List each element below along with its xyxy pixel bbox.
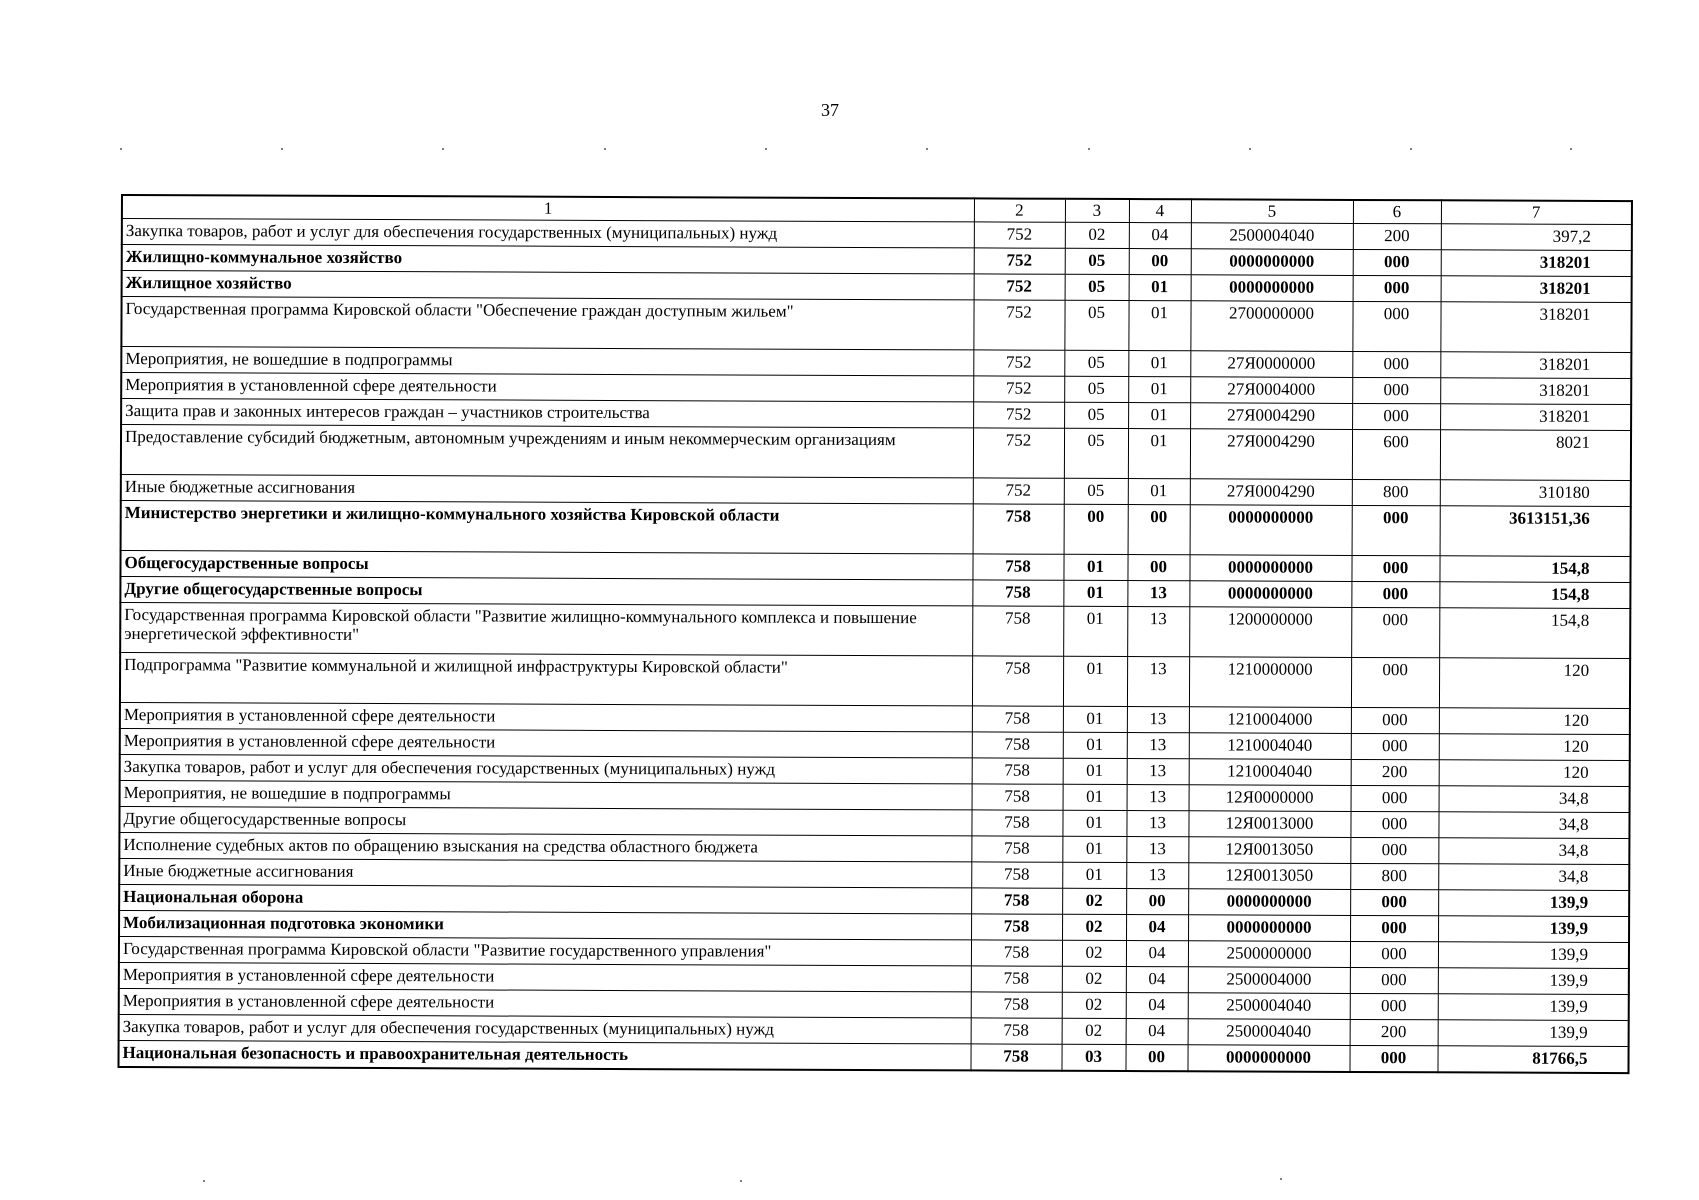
code-type-cell: 800 [1350, 863, 1438, 889]
code-section-cell: 02 [1062, 1018, 1126, 1044]
code-type-cell: 000 [1350, 967, 1438, 993]
amount-cell: 34,8 [1438, 838, 1629, 865]
code-subsection-cell: 01 [1128, 403, 1190, 429]
row-name-cell: Иные бюджетные ассигнования [119, 858, 971, 887]
code-target-cell: 1210000000 [1189, 657, 1351, 708]
code-target-cell: 2500004000 [1188, 967, 1350, 994]
amount-cell: 154,8 [1439, 608, 1630, 659]
code-type-cell: 000 [1351, 581, 1439, 607]
code-ministry-cell: 758 [972, 706, 1063, 732]
code-ministry-cell: 758 [972, 606, 1063, 656]
code-section-cell: 05 [1064, 428, 1128, 478]
amount-cell: 120 [1439, 658, 1630, 709]
scan-speck [1570, 148, 1572, 150]
code-ministry-cell: 758 [970, 1044, 1061, 1071]
code-subsection-cell: 13 [1126, 837, 1188, 863]
code-ministry-cell: 752 [973, 428, 1064, 478]
code-section-cell: 01 [1063, 758, 1127, 784]
row-name-cell: Мероприятия в установленной сфере деятельности [120, 728, 972, 757]
code-ministry-cell: 758 [972, 758, 1063, 784]
row-name-cell: Жилищно-коммунальное хозяйство [122, 245, 974, 274]
column-header: 7 [1441, 200, 1632, 224]
code-ministry-cell: 752 [973, 402, 1064, 428]
code-subsection-cell: 04 [1126, 967, 1188, 993]
code-section-cell: 01 [1063, 706, 1127, 732]
code-subsection-cell: 01 [1128, 301, 1190, 351]
row-name-cell: Закупка товаров, работ и услуг для обеспечения государственных (муниципальных) нужд [122, 219, 974, 248]
code-type-cell: 000 [1351, 657, 1439, 707]
code-ministry-cell: 752 [974, 222, 1065, 248]
code-type-cell: 200 [1351, 759, 1439, 785]
scan-speck [281, 148, 283, 150]
code-ministry-cell: 758 [971, 1018, 1062, 1044]
code-section-cell: 05 [1065, 274, 1129, 300]
table-row [120, 653, 1630, 709]
code-target-cell: 1210004000 [1189, 707, 1351, 734]
code-type-cell: 000 [1350, 889, 1438, 915]
amount-cell: 120 [1439, 760, 1630, 787]
code-target-cell: 27Я0004290 [1190, 429, 1352, 480]
row-name-cell: Мероприятия в установленной сфере деятельности [119, 988, 971, 1017]
code-ministry-cell: 752 [974, 274, 1065, 300]
amount-cell: 310180 [1440, 480, 1631, 507]
row-name-cell: Подпрограмма "Развитие коммунальной и жилищной инфраструктуры Кировской области" [120, 653, 972, 706]
row-name-cell: Национальная оборона [119, 884, 971, 913]
code-subsection-cell: 04 [1126, 941, 1188, 967]
code-subsection-cell: 04 [1126, 915, 1188, 941]
code-target-cell: 2700000000 [1190, 301, 1352, 352]
code-subsection-cell: 13 [1127, 759, 1189, 785]
code-ministry-cell: 752 [973, 350, 1064, 376]
row-name-cell: Общегосударственные вопросы [120, 551, 972, 580]
code-ministry-cell: 758 [971, 940, 1062, 966]
code-target-cell: 0000000000 [1189, 581, 1351, 608]
code-subsection-cell: 13 [1126, 863, 1188, 889]
code-type-cell: 000 [1353, 249, 1441, 275]
code-target-cell: 0000000000 [1188, 889, 1350, 916]
code-subsection-cell: 13 [1126, 811, 1188, 837]
code-subsection-cell: 04 [1126, 993, 1188, 1019]
code-ministry-cell: 758 [971, 888, 1062, 914]
scan-speck [740, 1180, 742, 1182]
code-target-cell: 1210004040 [1189, 759, 1351, 786]
amount-cell: 34,8 [1438, 864, 1629, 891]
row-name-cell: Мероприятия в установленной сфере деятельности [120, 702, 972, 731]
code-ministry-cell: 758 [971, 810, 1062, 836]
scan-speck [1410, 148, 1412, 150]
row-name-cell: Государственная программа Кировской области "Обеспечение граждан доступным жильем" [121, 297, 973, 350]
code-section-cell: 02 [1062, 966, 1126, 992]
code-ministry-cell: 758 [972, 656, 1063, 706]
scan-speck [1249, 148, 1251, 150]
table-row [120, 603, 1630, 659]
amount-cell: 154,8 [1439, 582, 1630, 609]
scan-speck [120, 148, 122, 150]
code-section-cell: 02 [1062, 914, 1126, 940]
amount-cell: 318201 [1440, 378, 1631, 405]
amount-cell: 139,9 [1438, 994, 1629, 1021]
amount-cell: 81766,5 [1437, 1046, 1628, 1073]
code-subsection-cell: 01 [1128, 351, 1190, 377]
code-subsection-cell: 13 [1127, 657, 1189, 707]
code-target-cell: 1200000000 [1189, 607, 1351, 658]
code-section-cell: 05 [1064, 478, 1128, 504]
code-type-cell: 000 [1351, 733, 1439, 759]
code-section-cell: 01 [1063, 580, 1127, 606]
code-target-cell: 0000000000 [1190, 505, 1352, 556]
code-type-cell: 000 [1352, 301, 1440, 351]
amount-cell: 318201 [1441, 250, 1632, 277]
code-target-cell: 27Я0004290 [1190, 403, 1352, 430]
code-subsection-cell: 01 [1128, 479, 1190, 505]
code-subsection-cell: 13 [1127, 733, 1189, 759]
code-target-cell: 27Я0004290 [1190, 479, 1352, 506]
code-target-cell: 12Я0013050 [1188, 863, 1350, 890]
code-target-cell: 2500004040 [1191, 223, 1353, 250]
code-section-cell: 03 [1061, 1044, 1125, 1071]
row-name-cell: Мероприятия в установленной сфере деятельности [121, 373, 973, 402]
row-name-cell: Предоставление субсидий бюджетным, автономным учреждениям и иным некоммерческим организациям [121, 425, 973, 478]
code-type-cell: 000 [1351, 607, 1439, 657]
code-ministry-cell: 758 [971, 914, 1062, 940]
code-subsection-cell: 13 [1127, 707, 1189, 733]
amount-cell: 318201 [1440, 352, 1631, 379]
code-target-cell: 12Я0013050 [1188, 837, 1350, 864]
code-section-cell: 01 [1063, 554, 1127, 580]
amount-cell: 318201 [1440, 404, 1631, 431]
amount-cell: 397,2 [1441, 224, 1632, 251]
code-section-cell: 00 [1064, 504, 1128, 554]
row-name-cell: Мероприятия, не вошедшие в подпрограммы [121, 347, 973, 376]
row-name-cell: Жилищное хозяйство [122, 271, 974, 300]
row-name-cell: Государственная программа Кировской области "Развитие жилищно-коммунального комплекса и повышение энергетической эффективности" [120, 603, 972, 656]
code-ministry-cell: 758 [972, 580, 1063, 606]
code-target-cell: 2500004040 [1188, 1019, 1350, 1046]
scan-speck [1088, 148, 1090, 150]
budget-table [117, 194, 1632, 1074]
code-ministry-cell: 752 [974, 248, 1065, 274]
code-type-cell: 000 [1350, 915, 1438, 941]
amount-cell: 34,8 [1439, 786, 1630, 813]
code-type-cell: 200 [1350, 1019, 1438, 1045]
column-header: 3 [1065, 199, 1129, 223]
column-header: 5 [1191, 199, 1353, 223]
row-name-cell: Защита прав и законных интересов граждан – участников строительства [121, 399, 973, 428]
code-ministry-cell: 752 [973, 300, 1064, 350]
code-subsection-cell: 01 [1128, 429, 1190, 479]
code-type-cell: 800 [1352, 479, 1440, 505]
code-target-cell: 0000000000 [1191, 249, 1353, 276]
code-target-cell: 0000000000 [1189, 555, 1351, 582]
code-section-cell: 01 [1063, 732, 1127, 758]
row-name-cell: Иные бюджетные ассигнования [121, 475, 973, 504]
code-ministry-cell: 758 [972, 554, 1063, 580]
amount-cell: 139,9 [1438, 968, 1629, 995]
code-ministry-cell: 758 [972, 784, 1063, 810]
code-section-cell: 05 [1064, 300, 1128, 350]
row-name-cell: Закупка товаров, работ и услуг для обеспечения государственных (муниципальных) нужд [120, 754, 972, 783]
code-type-cell: 000 [1351, 785, 1439, 811]
row-name-cell: Мобилизационная подготовка экономики [119, 910, 971, 939]
code-type-cell: 000 [1350, 837, 1438, 863]
code-subsection-cell: 00 [1125, 1045, 1187, 1072]
code-section-cell: 01 [1063, 784, 1127, 810]
code-type-cell: 000 [1352, 403, 1440, 429]
code-ministry-cell: 752 [973, 478, 1064, 504]
code-type-cell: 000 [1351, 707, 1439, 733]
amount-cell: 318201 [1440, 302, 1631, 353]
amount-cell: 154,8 [1439, 556, 1630, 583]
amount-cell: 120 [1439, 708, 1630, 735]
code-target-cell: 1210004040 [1189, 733, 1351, 760]
scan-speck [926, 148, 928, 150]
code-type-cell: 600 [1352, 429, 1440, 479]
code-section-cell: 05 [1065, 248, 1129, 274]
code-ministry-cell: 758 [972, 732, 1063, 758]
scan-speck [604, 148, 606, 150]
code-ministry-cell: 758 [971, 836, 1062, 862]
code-section-cell: 05 [1064, 402, 1128, 428]
code-section-cell: 01 [1063, 606, 1127, 656]
code-ministry-cell: 758 [971, 966, 1062, 992]
table-row [121, 425, 1631, 481]
code-section-cell: 05 [1064, 376, 1128, 402]
code-type-cell: 000 [1350, 811, 1438, 837]
column-header: 2 [974, 198, 1065, 222]
scan-speck [765, 148, 767, 150]
code-target-cell: 12Я0013000 [1188, 811, 1350, 838]
row-name-cell: Национальная безопасность и правоохранительная деятельность [118, 1040, 970, 1070]
code-ministry-cell: 758 [971, 992, 1062, 1018]
code-section-cell: 01 [1062, 836, 1126, 862]
code-type-cell: 000 [1350, 993, 1438, 1019]
code-type-cell: 000 [1349, 1045, 1437, 1072]
code-target-cell: 2500000000 [1188, 941, 1350, 968]
code-type-cell: 000 [1353, 275, 1441, 301]
column-header: 4 [1129, 199, 1191, 223]
code-subsection-cell: 00 [1126, 889, 1188, 915]
scan-speck [442, 148, 444, 150]
scan-speck [1280, 1178, 1282, 1180]
code-section-cell: 01 [1063, 656, 1127, 706]
code-target-cell: 2500004040 [1188, 993, 1350, 1020]
code-target-cell: 27Я0004000 [1190, 377, 1352, 404]
column-header: 6 [1353, 200, 1441, 224]
amount-cell: 120 [1439, 734, 1630, 761]
code-target-cell: 0000000000 [1188, 915, 1350, 942]
row-name-cell: Другие общегосударственные вопросы [119, 806, 971, 835]
code-subsection-cell: 01 [1129, 275, 1191, 301]
code-section-cell: 01 [1062, 862, 1126, 888]
page-number: 37 [821, 100, 839, 120]
row-name-cell: Другие общегосударственные вопросы [120, 577, 972, 606]
amount-cell: 139,9 [1438, 890, 1629, 917]
code-subsection-cell: 13 [1127, 581, 1189, 607]
code-subsection-cell: 00 [1129, 249, 1191, 275]
code-section-cell: 02 [1062, 992, 1126, 1018]
table-row [121, 297, 1631, 353]
code-section-cell: 02 [1065, 222, 1129, 248]
code-type-cell: 000 [1350, 941, 1438, 967]
amount-cell: 139,9 [1438, 1020, 1629, 1047]
row-name-cell: Закупка товаров, работ и услуг для обеспечения государственных (муниципальных) нужд [119, 1014, 971, 1043]
row-name-cell: Министерство энергетики и жилищно-коммунального хозяйства Кировской области [121, 501, 973, 554]
code-subsection-cell: 00 [1127, 555, 1189, 581]
amount-cell: 8021 [1440, 430, 1631, 481]
code-subsection-cell: 00 [1128, 505, 1190, 555]
code-subsection-cell: 04 [1126, 1019, 1188, 1045]
amount-cell: 139,9 [1438, 916, 1629, 943]
code-subsection-cell: 13 [1127, 785, 1189, 811]
code-section-cell: 05 [1064, 350, 1128, 376]
code-target-cell: 0000000000 [1187, 1045, 1349, 1072]
code-type-cell: 000 [1352, 505, 1440, 555]
amount-cell: 34,8 [1438, 812, 1629, 839]
scan-speck [203, 1180, 205, 1182]
code-target-cell: 0000000000 [1191, 275, 1353, 302]
code-target-cell: 27Я0000000 [1190, 351, 1352, 378]
amount-cell: 139,9 [1438, 942, 1629, 969]
code-section-cell: 02 [1062, 888, 1126, 914]
amount-cell: 3613151,36 [1440, 506, 1631, 557]
code-ministry-cell: 752 [973, 376, 1064, 402]
code-section-cell: 01 [1062, 810, 1126, 836]
code-type-cell: 000 [1351, 555, 1439, 581]
row-name-cell: Исполнение судебных актов по обращению взыскания на средства областного бюджета [119, 832, 971, 861]
code-subsection-cell: 13 [1127, 607, 1189, 657]
code-ministry-cell: 758 [971, 862, 1062, 888]
row-name-cell: Мероприятия в установленной сфере деятельности [119, 962, 971, 991]
code-target-cell: 12Я0000000 [1189, 785, 1351, 812]
code-section-cell: 02 [1062, 940, 1126, 966]
code-type-cell: 000 [1352, 377, 1440, 403]
code-subsection-cell: 04 [1129, 223, 1191, 249]
code-type-cell: 200 [1353, 223, 1441, 249]
code-ministry-cell: 758 [973, 504, 1064, 554]
table-row [118, 1040, 1628, 1073]
row-name-cell: Государственная программа Кировской области "Развитие государственного управления" [119, 936, 971, 965]
table-row [121, 501, 1631, 557]
row-name-cell: Мероприятия, не вошедшие в подпрограммы [120, 780, 972, 809]
amount-cell: 318201 [1441, 276, 1632, 303]
code-subsection-cell: 01 [1128, 377, 1190, 403]
column-header: 1 [122, 195, 974, 222]
code-type-cell: 000 [1352, 351, 1440, 377]
